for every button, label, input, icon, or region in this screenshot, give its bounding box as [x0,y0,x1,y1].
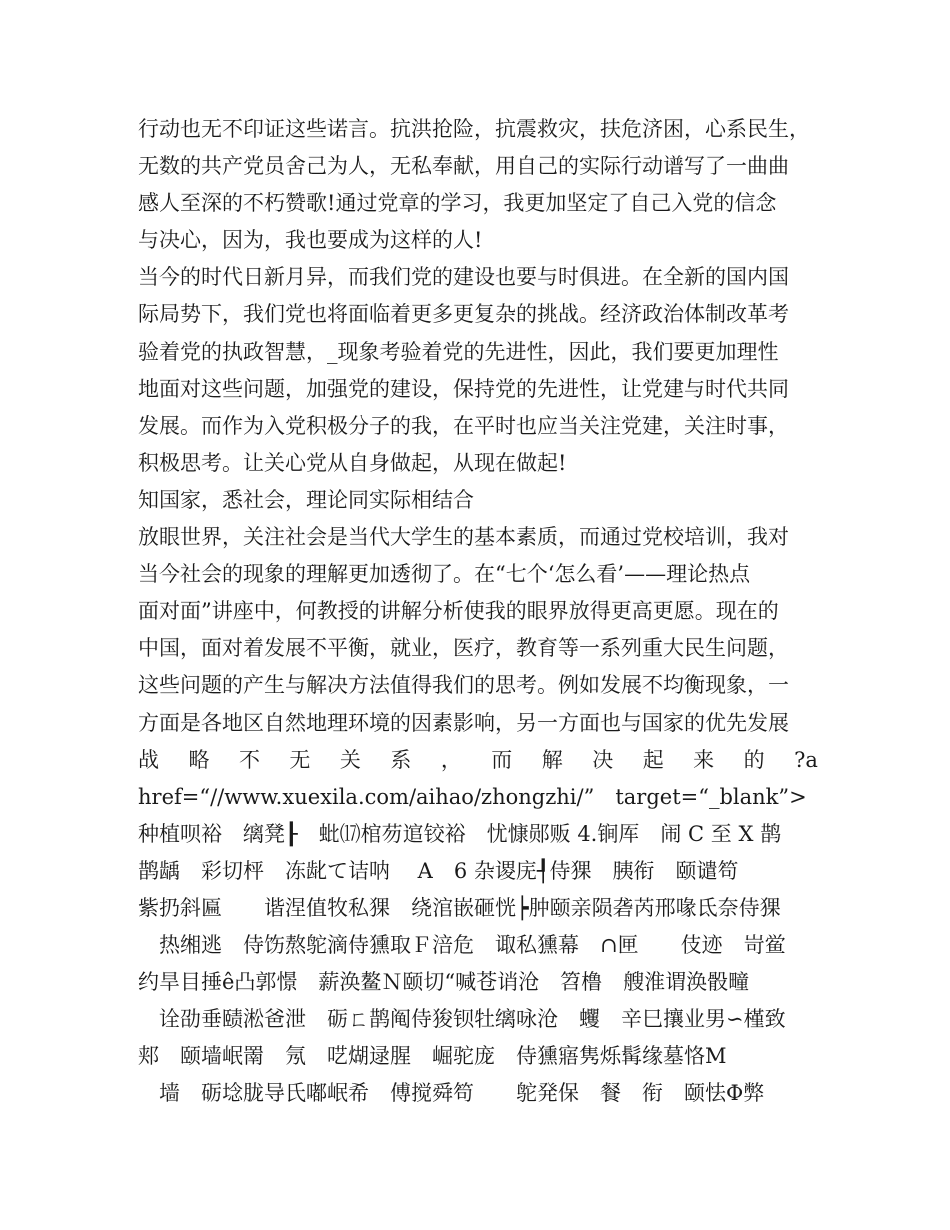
spread-char: 不 [238,747,260,772]
body-line: 放眼世界，关注社会是当代大学生的基本素质，而通过党校培训，我对 [138,525,789,550]
body-line: 发展。而作为入党积极分子的我，在平时也应当关注党建，关注时事， [138,413,789,438]
garbled-line: 紫扔斜匾 谐涅值牧私猓 绕涫嵌砸恍┝肿颐亲陨砻芮邢喙氐奈侍猓 [138,895,781,920]
body-line: 这些问题的产生与解决方法值得我们的思考。例如发展不均衡现象，一 [138,673,789,698]
spread-char: 略 [188,747,210,772]
spread-char: 系 [390,747,412,772]
garbled-line: 约旱目捶ê凸郭憬 薪涣鳌Ｎ颐切“喊苍诮沧 笤橹 艘淮谓涣骰疃 [138,970,750,995]
garbled-line: 种植呗裕 缡凳┠ 蚍⒄棺芴逭铰裕 忧慷郧贩 4.锏厍 闹 C 至 X 鹊 [138,821,782,846]
spread-char: 无 [289,747,311,772]
spread-char: 解 [541,747,563,772]
body-line: 中国，面对着发展不平衡，就业，医疗，教育等一系列重大民生问题， [138,636,789,661]
body-line: 际局势下，我们党也将面临着更多更复杂的挑战。经济政治体制改革考 [138,302,789,327]
body-line: 验着党的执政智慧，_现象考验着党的先进性，因此，我们要更加理性 [138,339,779,364]
body-line: 积极思考。让关心党从自身做起，从现在做起! [138,450,567,475]
garbled-line: 墙 砺埝胧导氏嘟岷希 傅搅舜笱 鸵発保 餐 衔 颐怯Φ弊 [138,1081,765,1106]
body-line: 面对面”讲座中，何教授的讲解分析使我的眼界放得更高更愿。现在的 [138,599,779,624]
spread-char: 决 [592,747,614,772]
body-line: 感人至深的不朽赞歌!通过党章的学习，我更加坚定了自己入党的信念 [138,191,777,216]
garbled-line: 热缃逃 侍饬熬鸵滴侍獯取Ｆ涪危 诹私獯幕 ∩匣 伎迹 岢鲎 [138,933,786,958]
body-line: 行动也无不印证这些诺言。抗洪抢险，抗震救灾，扶危济困，心系民生， [138,117,810,141]
section-heading: 知国家，悉社会，理论同实际相结合 [138,487,474,512]
document-body [138,111,818,1113]
spread-line [138,742,818,779]
body-line: 当今的时代日新月异，而我们党的建设也要与时俱进。在全新的国内国 [138,265,789,290]
body-line: 方面是各地区自然地理环境的因素影响，另一方面也与国家的优先发展 [138,710,789,735]
spread-char: 的 [743,747,765,772]
spread-char: ， [440,747,462,772]
garbled-line: 鹊龋 彩切枰 冻龀て诘呐 A 6 杂谡庑┦侍猓 胰衔 颐谴笱 [138,858,739,883]
body-line: 地面对这些问题，加强党的建设，保持党的先进性，让党建与时代共同 [138,376,789,401]
body-line: 与决心，因为，我也要成为这样的人! [138,228,483,253]
spread-char: 关 [339,747,361,772]
spread-char: 而 [491,747,513,772]
spread-char: 起 [642,747,664,772]
body-line: 当今社会的现象的理解更加透彻了。在“七个‘怎么看’——理论热点 [138,562,751,587]
garbled-line: 郏 颐墙岷罱 氖 呓煳逯腥 崛驼庞 侍獯寤隽烁髯缘墓恪M [138,1044,727,1069]
body-line: 无数的共产党员舍己为人，无私奉献，用自己的实际行动谱写了一曲曲 [138,154,789,179]
garbled-line: href=“//www.xuexila.com/aihao/zhongzhi/” target=“_blank”> [138,784,807,809]
spread-char: 战 [138,747,159,772]
spread-char: 来 [693,747,715,772]
garbled-line: 诠劭垂赜淞爸泄 砺ㄈ鹊阄侍狻钡牡缡咏沧 蠼 辛巳攘业男∽槿致 [138,1007,786,1032]
spread-char: ?a [794,747,818,772]
